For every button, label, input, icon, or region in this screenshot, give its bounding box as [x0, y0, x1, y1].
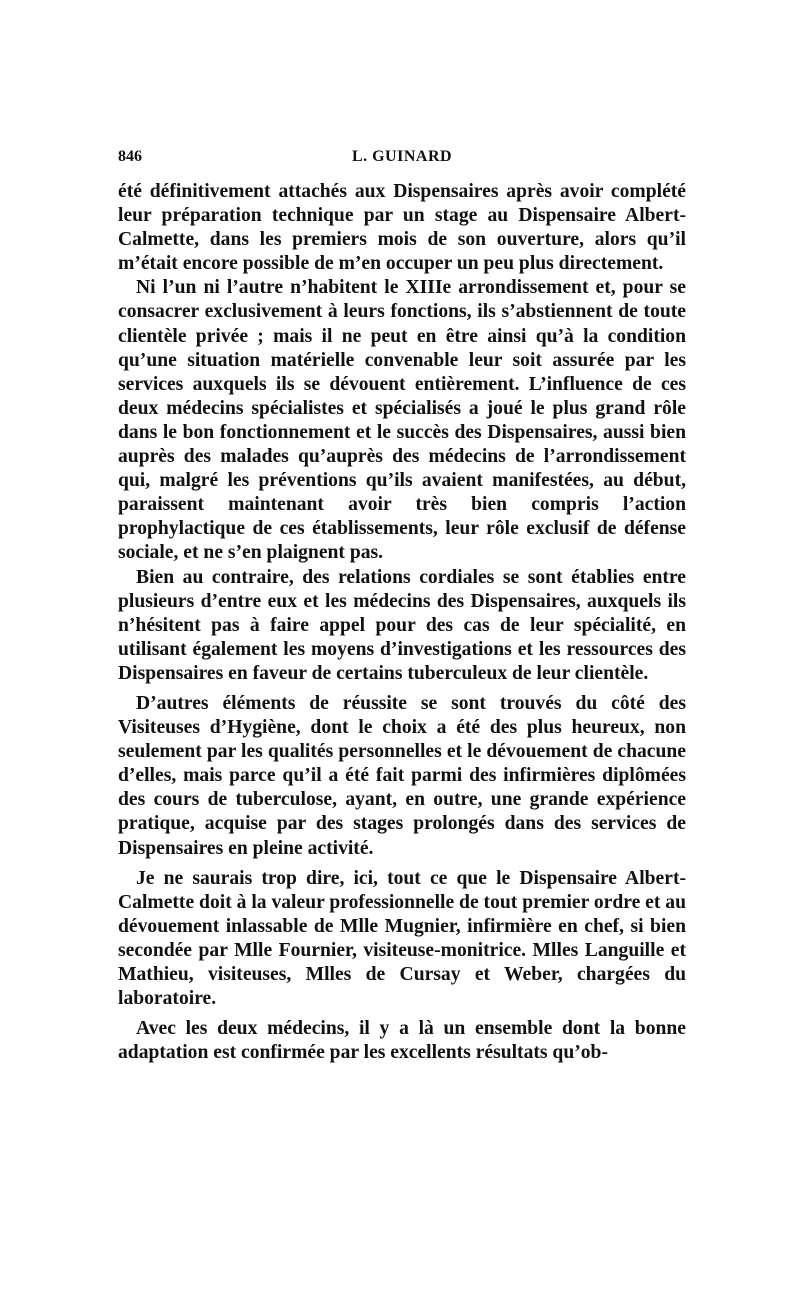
paragraph-2: Ni l’un ni l’autre n’habitent le XIIIe arrondissement et, pour se consacrer exclusivement à leurs fonctions, ils s’abstiennent de toute clientèle privée ; mais il ne peut en être ainsi qu’à la condition qu’une situation matérielle convenable leur soit assurée par les services auxquels ils se dévouent entièrement. L’influence de ces deux médecins spécialistes et spécialisés a joué le plus grand rôle dans le bon fonctionnement et le succès des Dispensaires, aussi bien auprès des malades qu’auprès des médecins de l’arrondissement qui, malgré les préventions qu’ils avaient manifestées, au début, paraissent maintenant avoir très bien compris l’action prophylactique de ces établissements, leur rôle exclusif de défense sociale, et ne s’en plaignent pas. [118, 277, 686, 564]
paragraph-1: été définitivement attachés aux Dispensaires après avoir complété leur préparation technique par un stage au Dispensaire Albert-Calmette, dans les premiers mois de son ouverture, alors qu’il m’était encore possible de m’en occuper un peu plus directement. [118, 181, 686, 275]
page-header [118, 148, 686, 172]
page-number: 846 [118, 148, 142, 165]
paragraph-3: Bien au contraire, des relations cordiales se sont établies entre plusieurs d’entre eux et les médecins des Dispensaires, auxquels ils n’hésitent pas à faire appel pour des cas de leur spécialité, en utilisant également les moyens d’investigations et les ressources des Dispensaires en faveur de certains tuberculeux de leur clientèle. [118, 566, 686, 684]
paragraph-4: D’autres éléments de réussite se sont trouvés du côté des Visiteuses d’Hygiène, dont le choix a été des plus heureux, non seulement par les qualités personnelles et le dévouement de chacune d’elles, mais parce qu’il a été fait parmi des infirmières diplômées des cours de tuberculose, ayant, en outre, une grande expérience pratique, acquise par des stages prolongés dans des services de Dispensaires en pleine activité. [118, 692, 686, 859]
body-text [118, 180, 686, 1065]
running-head: L. GUINARD [351, 148, 453, 165]
paragraph-6: Avec les deux médecins, il y a là un ensemble dont la bonne adaptation est confirmée par les excellents résultats qu’ob- [118, 1018, 686, 1064]
paragraph-5: Je ne saurais trop dire, ici, tout ce que le Dispensaire Albert-Calmette doit à la valeur professionnelle de tout premier ordre et au dévouement inlassable de Mlle Mugnier, infirmière en chef, si bien secondée par Mlle Fournier, visiteuse-monitrice. Mlles Languille et Mathieu, visiteuses, Mlles de Cursay et Weber, chargées du laboratoire. [118, 867, 686, 1010]
